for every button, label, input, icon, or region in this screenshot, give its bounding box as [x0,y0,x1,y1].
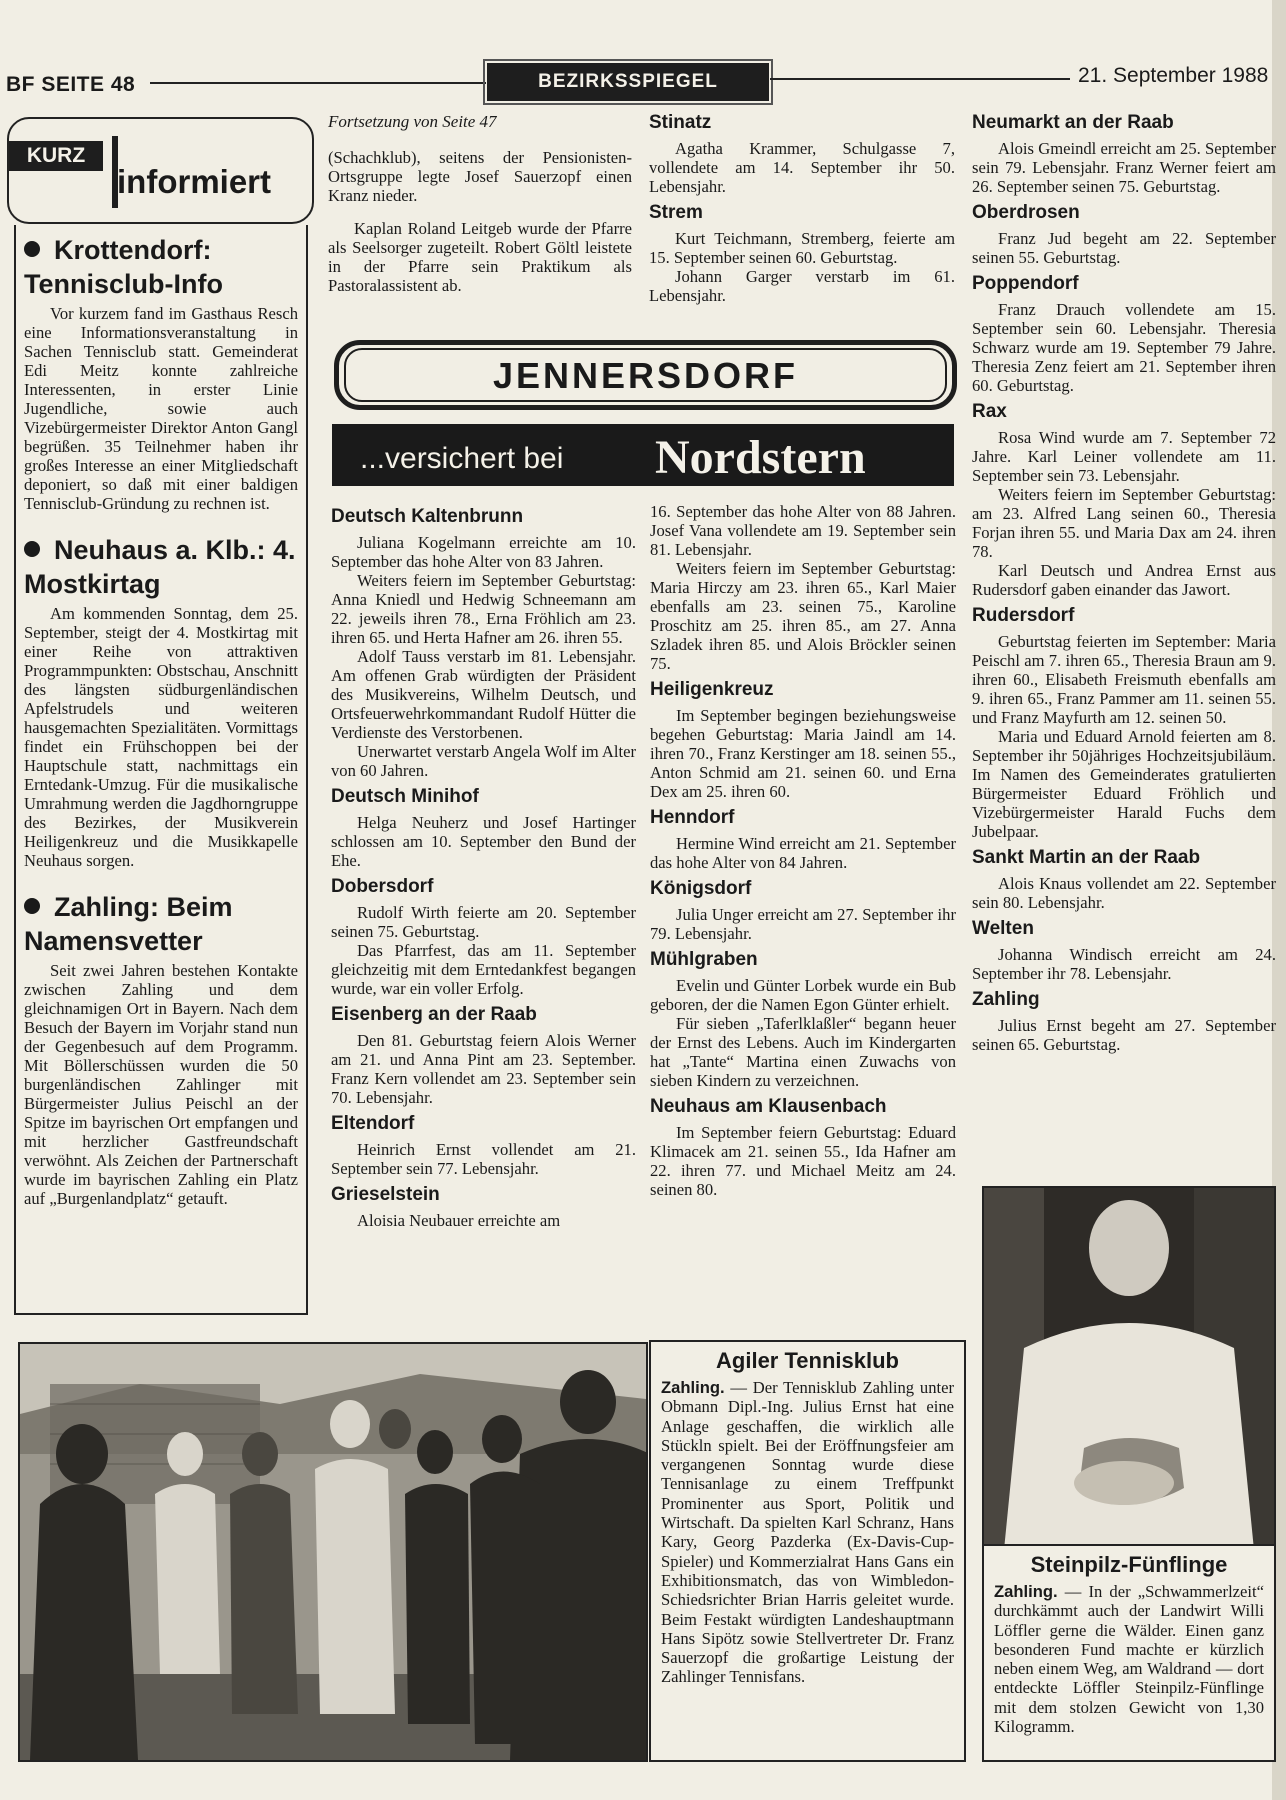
place-heading: Neuhaus am Klausenbach [650,1096,887,1117]
place-text: Kurt Teichmann, Stremberg, feierte am 15. September seinen 60. Geburtstag. Johann Garger verstarb im 61. Lebensjahr. [649,229,955,305]
ad-brand-logo: Nordstern [655,431,866,484]
place-heading: Deutsch Minihof [331,786,479,807]
place-text: Alois Gmeindl erreicht am 25. September sein 79. Lebensjahr. Franz Werner feiert am 26. September seinen 75. Geburtstag. [972,139,1276,196]
article-text: Am kommenden Sonntag, dem 25. September, steigt der 4. Mostkirtag mit einer Reihe von attraktiven Programmpunkten: Obstschau, Anschnitt des längsten südburgenländischen Apfelstrudels und weiteren hausgemachten Spezialitäten. Vormittags findet ein Frühschoppen bei der Hauptschule statt, nachmittags ein Erntedank-Umzug. Für die musikalische Umrahmung werden die Jagdhorngruppe des Bezirkes, der Musikverein Heiligenkreuz und die Musikkapelle Neuhaus sorgen. [24,604,298,870]
page-number: BF SEITE 48 [6,73,136,96]
place-heading: Neumarkt an der Raab [972,112,1174,133]
place-text: Evelin und Günter Lorbek wurde ein Bub geboren, der die Namen Egon Günter erhielt. Für sieben „Taferlklaßler“ begann heuer der Ernst des Lebens. Auch im Kindergarten hat „Tante“ Martina einen Zuwachs von sieben Kindern zu verzeichnen. [650,976,956,1090]
place-heading: Oberdrosen [972,202,1080,223]
place-heading: Rudersdorf [972,605,1075,626]
kurz-article [24,233,298,513]
place-text: Alois Knaus vollendet am 22. September sein 80. Lebensjahr. [972,874,1276,912]
steinpilz-caption [982,1544,1276,1762]
tennis-photo-image [20,1344,646,1760]
kurz-article [24,533,298,870]
article-heading: Zahling: Beim Namensvetter [24,892,233,956]
tennis-caption [649,1340,966,1762]
header-rule-left [150,82,486,84]
place-heading: Strem [649,202,703,223]
place-text: Franz Drauch vollendete am 15. September sein 60. Lebensjahr. Theresia Schwarz wurde am 19. September 79 Jahre. Theresia Zenz feiert am 21. September ihren 60. Geburtstag. [972,300,1276,395]
col3-body [650,502,956,1199]
place-text: Juliana Kogelmann erreichte am 10. September das hohe Alter von 83 Jahren. Weiters feiern im September Geburtstag: Anna Kniedl und Hedwig Schneemann am 22. jeweils ihren 78., Erna Fröhlich am 23. ihren 65. und Herta Hafner am 26. ihren 55. Adolf Tauss verstarb im 81. Lebensjahr. Am offenen Grab würdigten der Präsident des Musikvereins, Wilhelm Deutsch, und Ortsfeuerwehrkommandant Rudolf Hütter die Verdienste des Verstorbenen. Unerwartet verstarb Angela Wolf im Alter von 60 Jahren. [331,533,636,780]
place-heading: Heiligenkreuz [650,679,774,700]
col2-body [331,500,636,1230]
place-text: Heinrich Ernst vollendet am 21. September sein 77. Lebensjahr. [331,1140,636,1178]
place-text: Rosa Wind wurde am 7. September 72 Jahre. Karl Leiner vollendete am 11. September sein 73. Lebensjahr. Weiters feiern im September Geburtstag: am 23. Alfred Lang seinen 60., Theresia Forjan ihren 55. und Maria Dax am 24. ihren 78. Karl Deutsch und Andrea Ernst aus Rudersdorf gaben einander das Jawort. [972,428,1276,599]
article-text: Vor kurzem fand im Gasthaus Resch eine Informationsveranstaltung in Sachen Tennisclub statt. Gemeinderat Edi Meitz konnte zahlreiche Interessenten, in erster Linie Jugendliche, sowie auch Vizebürgermeister Direktor Anton Gangl begrüßen. 35 Teilnehmer haben ihr großes Interesse an einer Mitgliedschaft deponiert, so daß mit einer baldigen Tennisclub-Gründung zu rechnen ist. [24,304,298,513]
place-heading: Welten [972,918,1034,939]
place-heading: Mühlgraben [650,949,758,970]
tennis-title: Agiler Tennisklub [716,1348,899,1373]
section-label: BEZIRKSSPIEGEL [487,63,769,101]
place-heading: Stinatz [649,112,712,133]
place-heading: Deutsch Kaltenbrunn [331,506,524,527]
place-heading: Königsdorf [650,878,752,899]
place-heading: Poppendorf [972,273,1079,294]
continuation-text: (Schachklub), seitens der Pensionisten-Ortsgruppe legte Josef Sauerzopf einen Kranz nieder. Kaplan Roland Leitgeb wurde der Pfarre als Seelsorger zugeteilt. Robert Göltl leistete in der Pfarre sein Praktikum als Pastoralassistent ab. [328,148,632,295]
jennersdorf-title: JENNERSDORF [344,348,947,402]
continuation-label: Fortsetzung von Seite 47 [328,112,497,131]
place-heading: Dobersdorf [331,876,434,897]
kurz-tag: KURZ [9,141,103,171]
place-text: Im September feiern Geburtstag: Eduard Klimacek am 21. seinen 55., Ida Hafner am 22. ihren 77. und Michael Meitz am 24. seinen 80. [650,1123,956,1199]
place-text: Hermine Wind erreicht am 21. September das hohe Alter von 84 Jahren. [650,834,956,872]
steinpilz-title: Steinpilz-Fünflinge [1030,1552,1228,1577]
kurz-article [24,890,298,1208]
col3-top-block [649,106,955,305]
place-heading: Zahling [972,989,1040,1010]
place-heading: Eltendorf [331,1113,415,1134]
place-text: Agatha Krammer, Schulgasse 7, vollendete am 14. September ihr 50. Lebensjahr. [649,139,955,196]
ad-prefix: ...versichert bei [360,442,564,475]
place-heading: Sankt Martin an der Raab [972,847,1201,868]
place-text: Rudolf Wirth feierte am 20. September seinen 75. Geburtstag. Das Pfarrfest, das am 11. September gleichzeitig mit dem Erntedankfest begangen wurde, war ein voller Erfolg. [331,903,636,998]
tennis-text: Zahling. — Der Tennisklub Zahling unter Obmann Dipl.-Ing. Julius Ernst hat eine Anlage geschaffen, die wirklich alle Stückln spielt. Bei der Eröffnungsfeier am vergangenen Sonntag wurde diese Tennisanlage zu einem Treffpunkt Prominenter aus Sport, Politik und Wirtschaft. Da spielten Karl Schranz, Hans Kary, Georg Pazderka (Ex-Davis-Cup-Spieler) und Kommerzialrat Hans Gans ein Exhibitionsmatch, das von Wimbledon-Schiedsrichter Brian Harris geleitet wurde. Beim Festakt würdigten Landeshauptmann Hans Sipötz sowie Stellvertreter Dr. Franz Sauerzopf die großartige Leistung der Zahlinger Tennisfans. [661,1378,954,1687]
place-text: Julius Ernst begeht am 27. September seinen 65. Geburtstag. [972,1016,1276,1054]
col4-body [972,106,1276,1054]
place-text: Geburtstag feierten im September: Maria Peischl am 7. ihren 65., Theresia Braun am 9. ihren 60., Elisabeth Freismuth ebenfalls am 9. ihren 65., Franz Pammer am 11. seinen 55. und Franz Mayfurth am 12. seinen 50. Maria und Eduard Arnold feierten am 8. September ihr 50jähriges Hochzeitsjubiläum. Im Namen des Gemeinderates gratulierten Bürgermeister Eduard Fröhlich und Vizebürgermeister Harald Fuchs dem Jubelpaar. [972,632,1276,841]
place-heading: Henndorf [650,807,735,828]
place-text: Den 81. Geburtstag feiern Alois Werner am 21. und Anna Pint am 23. September. Franz Kern vollendet am 23. September sein 70. Lebensjahr. [331,1031,636,1107]
place-text: Aloisia Neubauer erreichte am [357,1211,561,1230]
article-text: Seit zwei Jahren bestehen Kontakte zwischen Zahling und dem gleichnamigen Ort in Bayern. Nach dem Besuch der Bayern im Vorjahr stand nun der Gegenbesuch auf dem Programm. Mit Böllerschüssen wurden die 50 burgenländischen Zahlinger mit Bürgermeister Julius Peischl an der Spitze im bayrischen Ort empfangen und mit herzlicher Gastfreundschaft verwöhnt. Als Zeichen der Partnerschaft wurde im bayrischen Zahling ein Platz auf „Burgenlandplatz“ getauft. [24,961,298,1208]
place-text: 16. September das hohe Alter von 88 Jahren. Josef Vana vollendete am 19. September sein 81. Lebensjahr. Weiters feiern im September Geburtstag: Maria Hirczy am 23. ihren 65., Karl Maier ebenfalls am 23. seinen 75., Karoline Proschitz am 25. ihren 85., am 27. Anna Szladek ihren 85. und Alois Bröckler seinen 75. [650,502,956,673]
continuation-block [328,112,632,295]
place-text: Johanna Windisch erreicht am 24. September ihr 78. Lebensjahr. [972,945,1276,983]
tennis-photo [18,1342,648,1762]
steinpilz-photo [982,1186,1276,1552]
place-text: Julia Unger erreicht am 27. September ihr 79. Lebensjahr. [650,905,956,943]
place-text: Helga Neuherz und Josef Hartinger schlossen am 10. September den Bund der Ehe. [331,813,636,870]
place-heading: Eisenberg an der Raab [331,1004,537,1025]
place-text: Im September begingen beziehungsweise begehen Geburtstag: Maria Jaindl am 14. ihren 70., Franz Kerstinger am 18. seinen 55., Anton Schmid am 21. seinen 60. und Erna Dex am 25. ihren 60. [650,706,956,801]
kurz-title: informiert [117,163,272,200]
bullet-icon [24,241,40,257]
article-heading: Neuhaus a. Klb.: 4. Mostkirtag [24,535,296,599]
place-text: Franz Jud begeht am 22. September seinen 55. Geburtstag. [972,229,1276,267]
bullet-icon [24,898,40,914]
place-heading: Rax [972,401,1007,422]
issue-date: 21. September 1988 [1078,64,1269,87]
place-heading: Grieselstein [331,1184,440,1205]
bullet-icon [24,541,40,557]
header-rule-right [770,78,1070,80]
kurz-column [14,225,308,1315]
steinpilz-text: Zahling. — In der „Schwammerlzeit“ durchkämmt auch der Landwirt Willi Löffler gerne die Wälder. Einen ganz besonderen Fund machte er kürzlich neben einem Weg, am Waldrand — dort entdeckte Löffler Steinpilz-Fünflinge mit dem stolzen Gewicht von 1,30 Kilogramm. [994,1582,1264,1737]
article-heading: Krottendorf: Tennisclub-Info [24,235,223,299]
steinpilz-photo-image [984,1188,1274,1550]
